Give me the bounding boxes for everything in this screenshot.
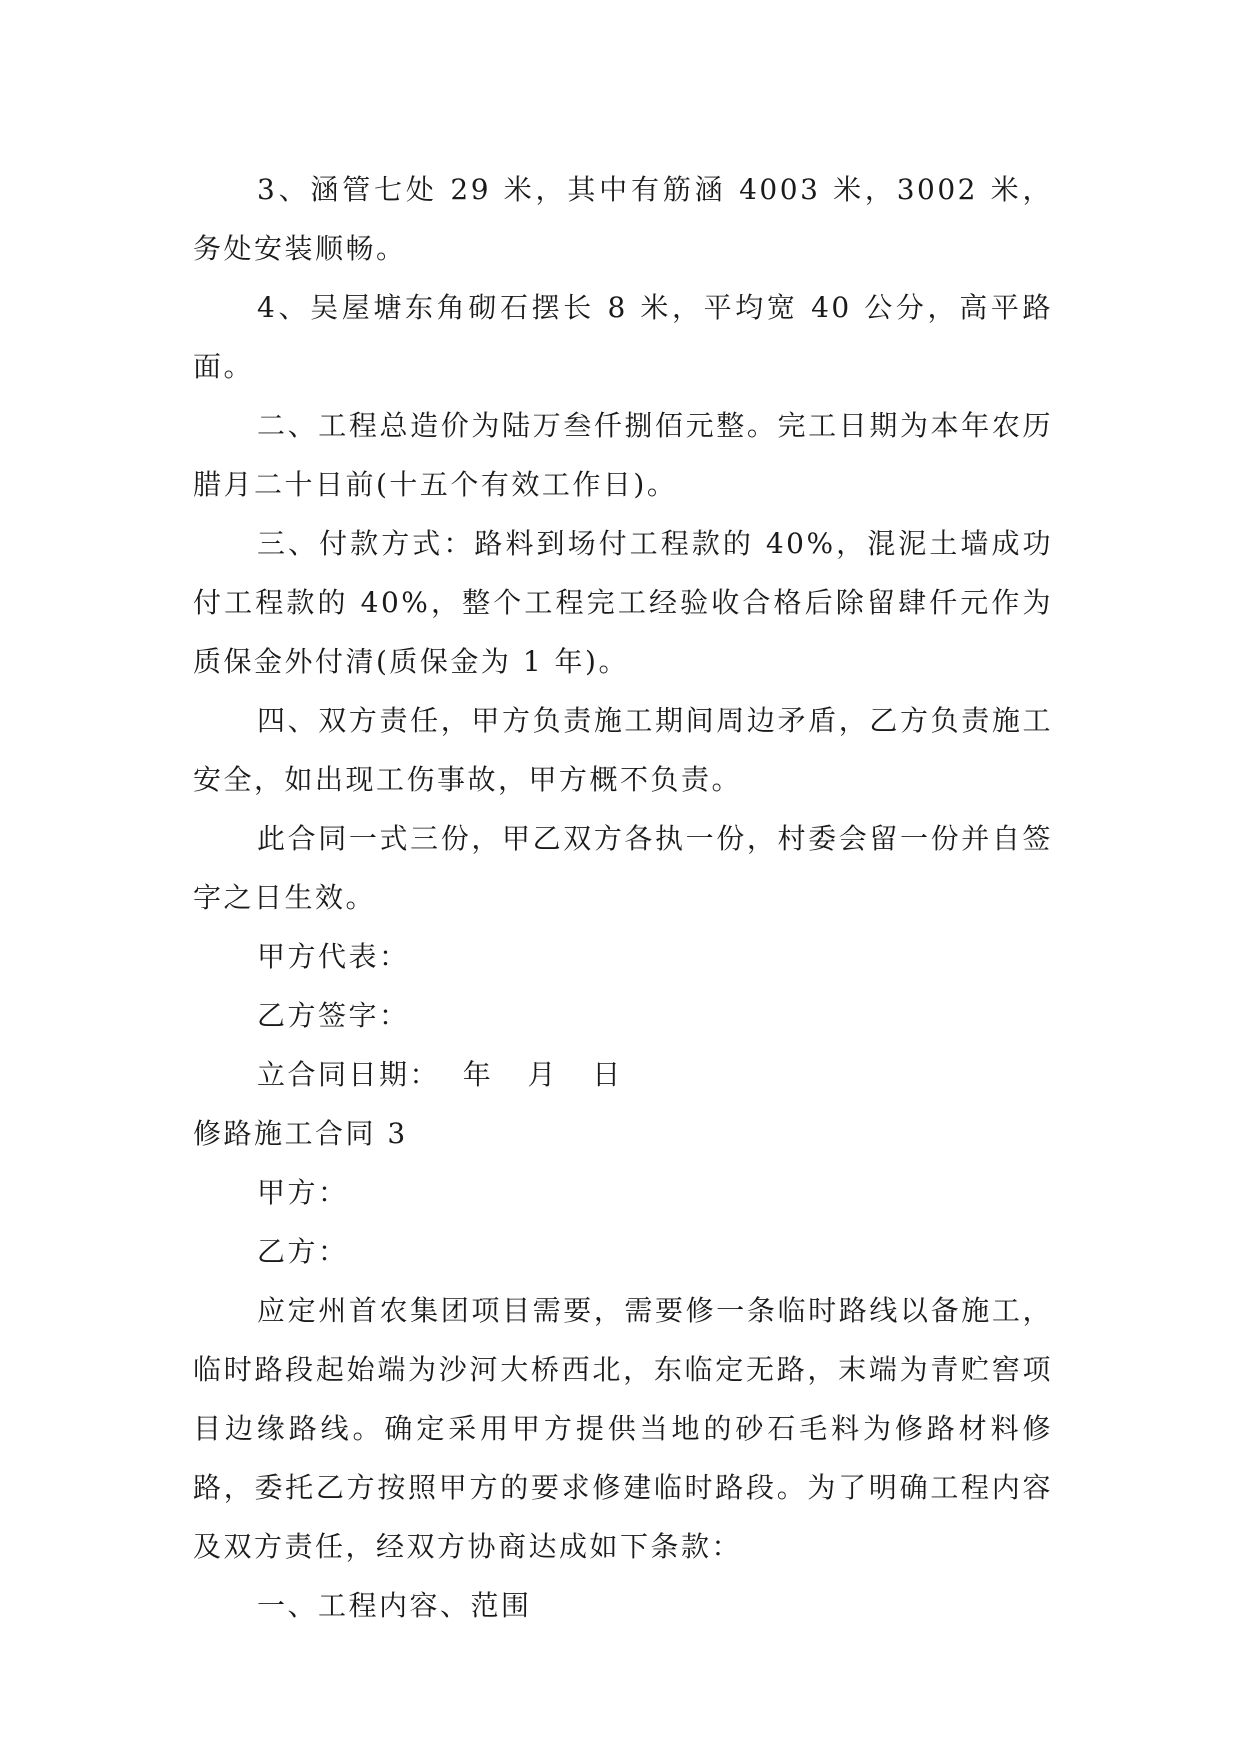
party-a-representative-label: 甲方代表： [257, 940, 410, 973]
party-b-label: 乙方： [257, 1235, 349, 1268]
party-b-signature-label: 乙方签字： [257, 999, 410, 1032]
document-body [193, 160, 1053, 1635]
party-a-label: 甲方： [257, 1176, 349, 1209]
contract-intro: 应定州首农集团项目需要，需要修一条临时路线以备施工，临时路段起始端为沙河大桥西北，东临定无路，末端为青贮窖项目边缘路线。确定采用甲方提供当地的砂石毛料为修路材料修路，委托乙方按照甲方的要求修建临时路段。为了明确工程内容及双方责任，经双方协商达成如下条款： [193, 1294, 1053, 1563]
clause-payment-terms: 三、付款方式：路料到场付工程款的 40%，混泥土墙成功付工程款的 40%，整个工程完工经验收合格后除留肆仟元作为质保金外付清(质保金为 1 年)。 [193, 527, 1053, 678]
clause-heading-scope: 一、工程内容、范围 [257, 1589, 532, 1622]
clause-culverts: 3、涵管七处 29 米，其中有筋涵 4003 米，3002 米，务处安装顺畅。 [193, 173, 1053, 265]
contract-date-label: 立合同日期： 年 月 日 [257, 1058, 623, 1091]
clause-total-cost: 二、工程总造价为陆万叁仟捌佰元整。完工日期为本年农历腊月二十日前(十五个有效工作日)。 [193, 409, 1053, 501]
clause-copies-effective: 此合同一式三份，甲乙双方各执一份，村委会留一份并自签字之日生效。 [193, 822, 1053, 914]
clause-responsibilities: 四、双方责任，甲方负责施工期间周边矛盾，乙方负责施工安全，如出现工伤事故，甲方概不负责。 [193, 704, 1053, 796]
section-title: 修路施工合同 3 [193, 1117, 408, 1150]
clause-stone-wall: 4、吴屋塘东角砌石摆长 8 米，平均宽 40 公分，高平路面。 [193, 291, 1053, 383]
